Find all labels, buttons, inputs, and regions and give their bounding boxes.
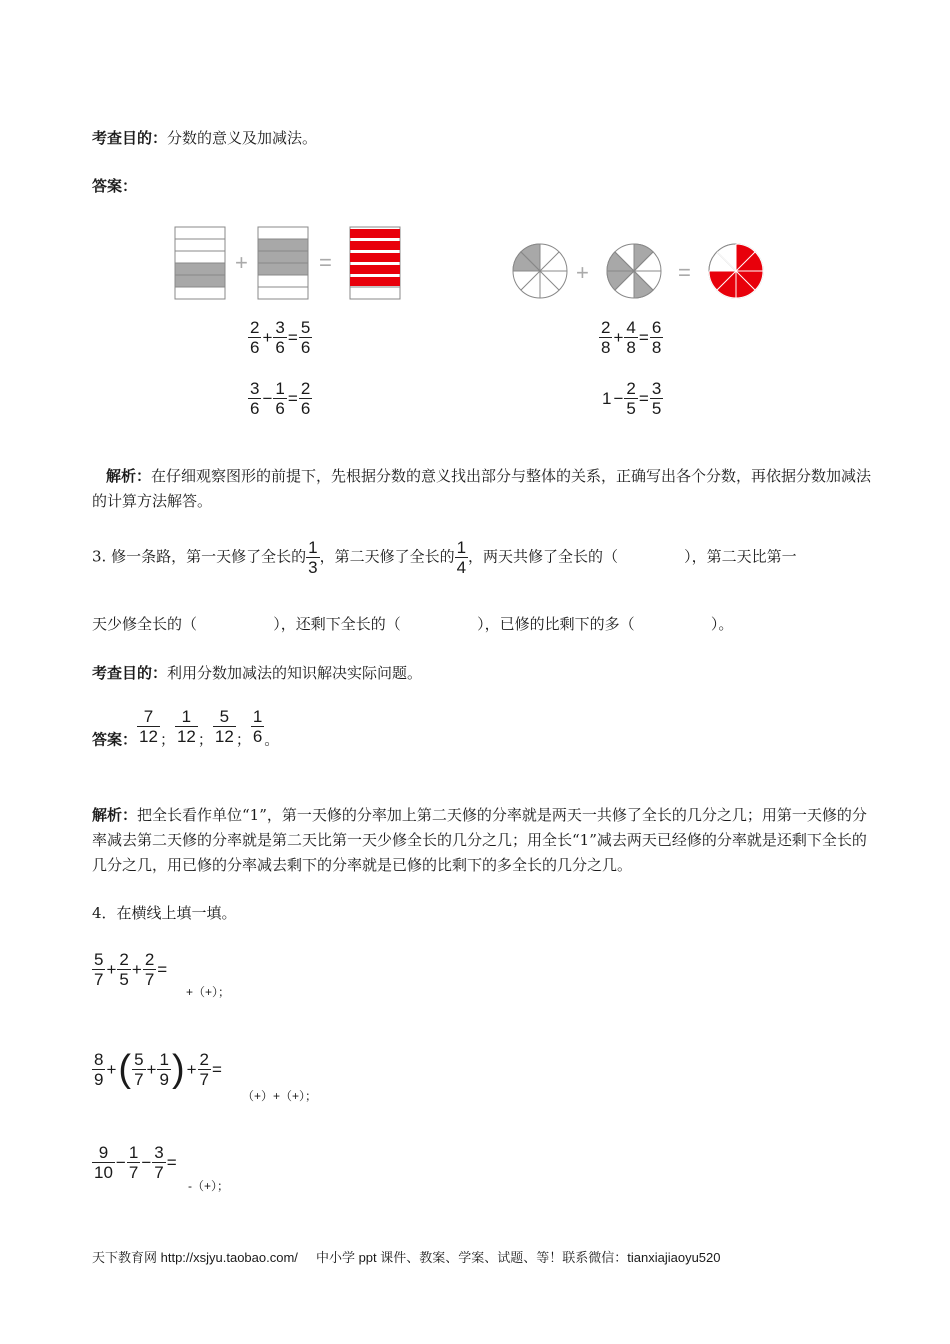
purpose-line-q3: 考查目的：利用分数加减法的知识解决实际问题。 [92,664,423,682]
svg-text:+: + [235,250,248,275]
answer-line-q3: 答案： $\frac{7}{12}$ ； $\frac{1}{12}$ ； $\frac{5}{12}$ ； $\frac{1}{6}$ 。 [92,707,280,749]
q4-eq-3: $\frac{9}{10}$ − $\frac{1}{7}$ − $\frac{3}{7}$ = [94,1143,177,1182]
bar-2 [258,227,308,299]
page-footer: 天下教育网 http://xsjyu.taobao.com/ 中小学 ppt 课件、教案、学案、试题、等！联系微信：tianxiajiaoyu520 [92,1250,721,1265]
q3-line-1: 3. 修一条路，第一天修了全长的 $\frac{1}{3}$ ，第二天修了全长的 $\frac{1}{4}$ ，两天共修了全长的（ ），第二天比第一 [92,538,797,577]
bar-figure [172,224,404,304]
svg-text:=: = [678,260,691,285]
circle-2 [607,244,661,298]
q4-blank-2: （+）+（+）； [242,1089,318,1103]
svg-text:=: = [319,250,332,275]
q4-blank-3: -（+）； [188,1179,230,1193]
circle-figure [510,240,772,302]
q4-eq-2: $\frac{8}{9}$ +( $\frac{5}{7}$ + $\frac{1}{9}$ ) + $\frac{2}{7}$ = [94,1048,222,1090]
circle-1 [513,244,567,298]
bar-1 [175,227,225,299]
svg-text:+: + [576,260,589,285]
left-eq-1: $\frac{2}{6}$ + $\frac{3}{6}$ = $\frac{5}{6}$ [250,318,311,357]
left-eq-2: $\frac{3}{6}$ − $\frac{1}{6}$ = $\frac{2}{6}$ [250,379,311,418]
analysis-q3: 解析：把全长看作单位“1”，第一天修的分率加上第二天修的分率就是两天一共修了全长的几分之几；用第一天修的分率减去第二天修的分率就是第二天比第一天少修全长的几分之几；用全长“1”减去两天已经修的分率就是还剩下全长的几分之几，用已修的分率减去剩下的分率就是已修的比剩下的多全长的几分之几。 [92,806,867,874]
circle-3 [709,244,763,298]
q3-line-2: 天少修全长的（ ），还剩下全长的（ ），已修的比剩下的多（ ）。 [92,615,734,633]
purpose-line-q2 [92,127,317,148]
q4-title: 4．在横线上填一填。 [92,904,237,922]
purpose-text: 分数的意义及加减法。 [167,129,318,147]
bar-3 [350,227,400,299]
analysis-q2: 解析：在仔细观察图形的前提下，先根据分数的意义找出部分与整体的关系，正确写出各个分数，再依据分数加减法的计算方法解答。 [92,467,872,510]
q4-blank-1: +（+）； [186,985,231,999]
q4-eq-1: $\frac{5}{7}$ + $\frac{2}{5}$ + $\frac{2}{7}$ = [94,950,168,989]
answer-label-q2: 答案： [92,177,138,195]
right-eq-1: $\frac{2}{8}$ + $\frac{4}{8}$ = $\frac{6}{8}$ [601,318,662,357]
right-eq-2: 1 − $\frac{2}{5}$ = $\frac{3}{5}$ [602,379,662,418]
purpose-label: 考查目的： [92,129,168,147]
